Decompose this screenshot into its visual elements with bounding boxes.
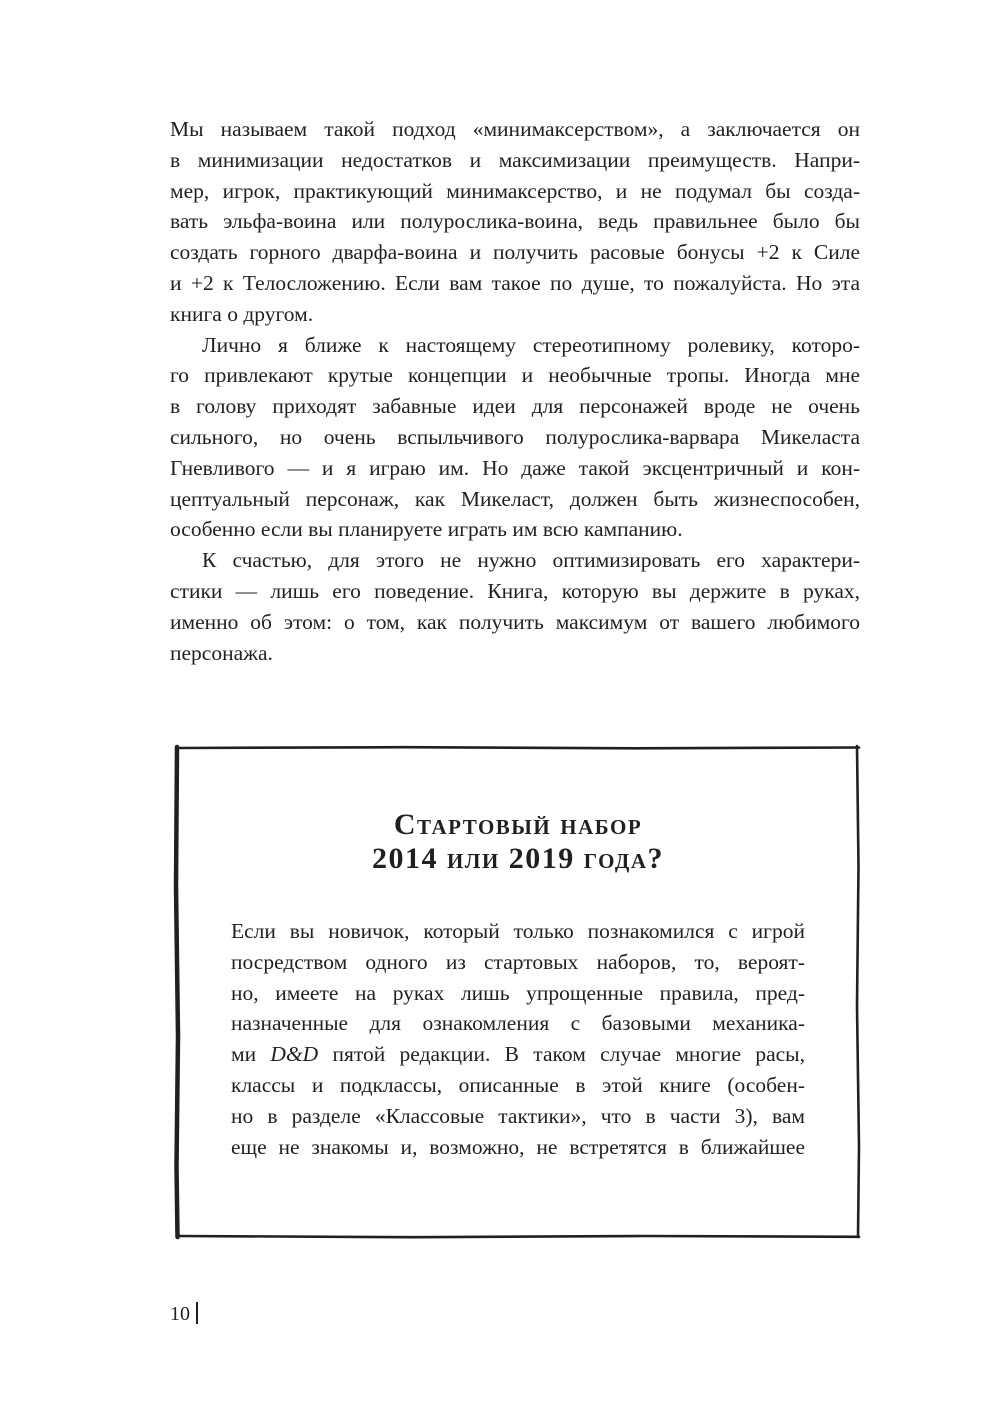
sidebar-line: еще не знакомы и, возможно, не встретятся в ближайшее [231, 1134, 805, 1159]
sidebar-line-rest: пятой редакции. В таком случае многие расы, [332, 1042, 805, 1067]
page-number [170, 1302, 198, 1326]
text-line: стики — лишь его поведение. Книга, которую вы держите в руках, [170, 578, 860, 603]
sidebar-title-line: Стартовый набор [393, 808, 643, 841]
sidebar-line: Если вы новичок, который только познакомился с игрой [231, 919, 805, 943]
game-title: D&D [270, 1042, 319, 1067]
sidebar-line-prefix: ми [231, 1042, 257, 1067]
text-line: особенно если вы планируете играть им всю кампанию. [170, 517, 683, 542]
text-line: и +2 к Телосложению. Если вам такое по душе, то пожалуйста. Но эта [170, 270, 860, 295]
text-line: книга о другом. [170, 301, 314, 326]
sidebar-line-mixed [231, 1039, 805, 1070]
text-line: го привлекают крутые концепции и необычные тропы. Иногда мне [170, 363, 860, 388]
sidebar-line: посредством одного из стартовых наборов, то, вероят- [231, 949, 805, 974]
text-line: создать горного дварфа-воина и получить расовые бонусы +2 к Силе [170, 240, 860, 265]
main-text [170, 114, 860, 668]
text-line: цептуальный персонаж, как Микеласт, должен быть жизнеспособен, [170, 486, 860, 511]
sidebar-line: но, имеете на руках лишь упрощенные правила, пред- [231, 980, 805, 1005]
sidebar-body [231, 916, 805, 1162]
text-line: Гневливого — и я играю им. Но даже такой эксцентричный и кон- [170, 455, 860, 480]
sidebar-box [175, 746, 861, 1238]
page-number-divider [196, 1302, 198, 1324]
text-line: вать эльфа-воина или полурослика-воина, ведь правильнее было бы [170, 209, 860, 234]
text-line: сильного, но очень вспыльчивого полурослика-варвара Микеласта [170, 424, 860, 449]
text-line: Лично я ближе к настоящему стереотипному ролевику, которо- [202, 332, 860, 357]
sidebar-line: классы и подклассы, описанные в этой книге (особен- [231, 1072, 805, 1097]
page-number-value: 10 [170, 1303, 190, 1325]
text-line: именно об этом: о том, как получить максимум от вашего любимого [170, 609, 860, 634]
text-line: К счастью, для этого не нужно оптимизировать его характери- [202, 548, 860, 573]
text-line: мер, игрок, практикующий минимаксерство, и не подумал бы созда- [170, 178, 860, 203]
sidebar-title [175, 808, 861, 876]
text-line: в минимизации недостатков и максимизации преимуществ. Напри- [170, 147, 860, 172]
text-line: в голову приходят забавные идеи для персонажей вроде не очень [170, 394, 860, 419]
sidebar-title-line: 2014 или 2019 года? [371, 842, 665, 875]
sidebar-line: назначенные для ознакомления с базовыми механика- [231, 1011, 805, 1036]
text-line: персонажа. [170, 640, 273, 665]
sidebar-line: но в разделе «Классовые тактики», что в части 3), вам [231, 1103, 805, 1128]
text-line: Мы называем такой подход «минимаксерством», а заключается он [170, 117, 860, 141]
